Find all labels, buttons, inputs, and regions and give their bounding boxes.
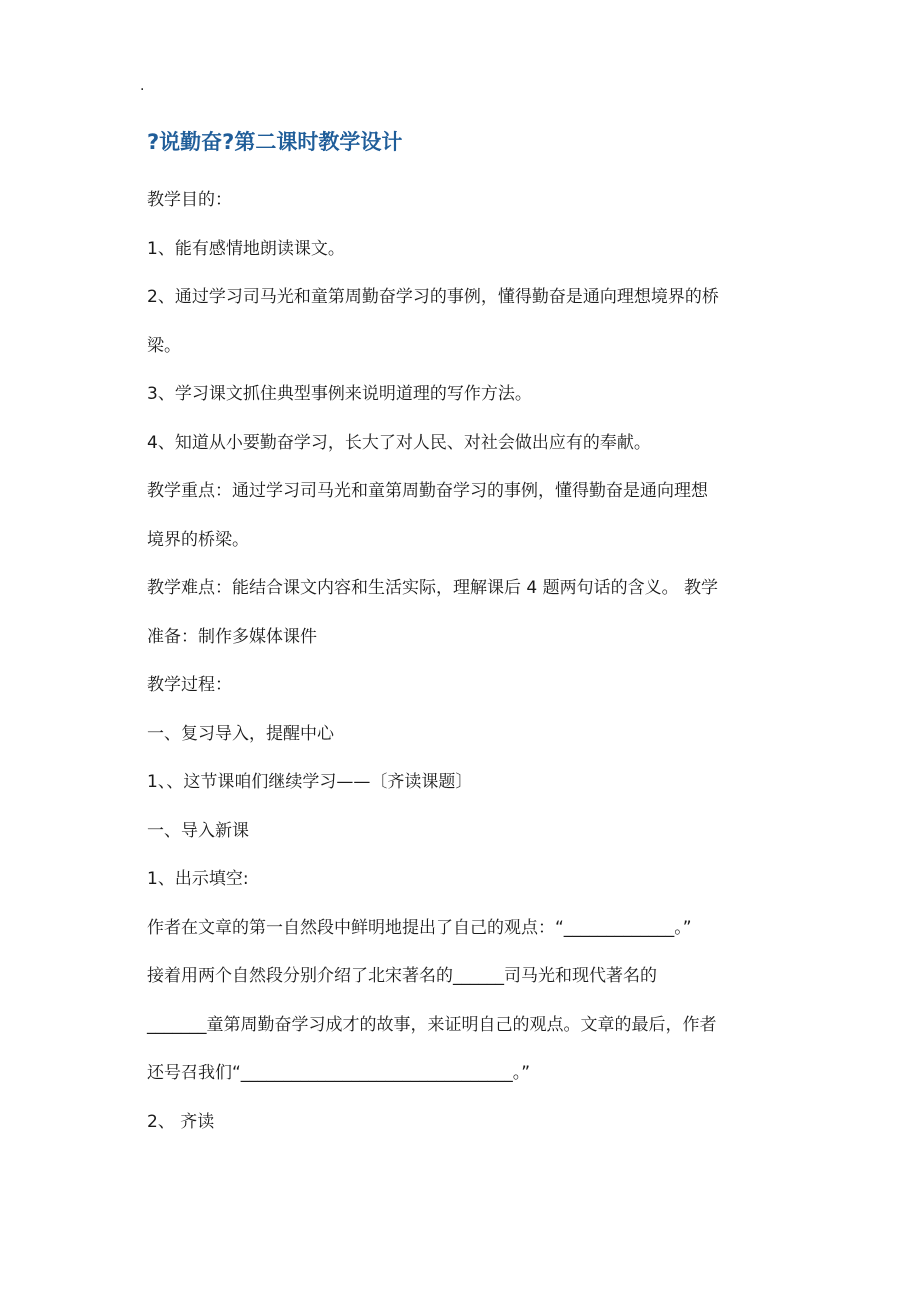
fill-blank-sentence-4: 还号召我们“________________________________。” xyxy=(147,1063,531,1083)
section-heading-process: 教学过程： xyxy=(147,675,232,695)
process-step-intro: 一、导入新课 xyxy=(147,820,249,841)
process-substep-read-title: 1、、这节课咱们继续学习——〔齐读课题〕 xyxy=(147,772,473,792)
teaching-difficulty: 教学难点：能结合课文内容和生活实际，理解课后 4 题两句话的含义。 教学 xyxy=(147,578,719,598)
teaching-focus-continued: 境界的桥梁。 xyxy=(147,529,249,550)
objective-item-2-continued: 梁。 xyxy=(147,335,181,356)
teaching-preparation: 准备：制作多媒体课件 xyxy=(147,626,317,647)
fill-blank-sentence-3: _______童第周勤奋学习成才的故事，来证明自己的观点。文章的最后，作者 xyxy=(147,1014,717,1035)
process-step-review: 一、复习导入，提醒中心 xyxy=(147,723,334,744)
document-title: ?说勤奋?第二课时教学设计 xyxy=(147,130,403,154)
section-heading-objectives: 教学目的： xyxy=(147,190,232,210)
teaching-focus: 教学重点：通过学习司马光和童第周勤奋学习的事例，懂得勤奋是通向理想 xyxy=(147,481,708,501)
objective-item-4: 4、知道从小要勤奋学习，长大了对人民、对社会做出应有的奉献。 xyxy=(147,432,651,453)
document-body xyxy=(147,182,777,1152)
objective-item-2: 2、通过学习司马光和童第周勤奋学习的事例，懂得勤奋是通向理想境界的桥 xyxy=(147,287,719,307)
objective-item-1: 1、能有感情地朗读课文。 xyxy=(147,238,345,259)
fill-blank-sentence-2: 接着用两个自然段分别介绍了北宋著名的______司马光和现代著名的 xyxy=(147,966,657,986)
process-substep-read-aloud: 2、 齐读 xyxy=(147,1111,215,1132)
process-substep-fill-blank: 1、出示填空: xyxy=(147,869,249,889)
header-mark: . xyxy=(140,78,145,94)
fill-blank-sentence-1: 作者在文章的第一自然段中鲜明地提出了自己的观点：“_____________。” xyxy=(147,917,692,938)
objective-item-3: 3、学习课文抓住典型事例来说明道理的写作方法。 xyxy=(147,384,532,404)
